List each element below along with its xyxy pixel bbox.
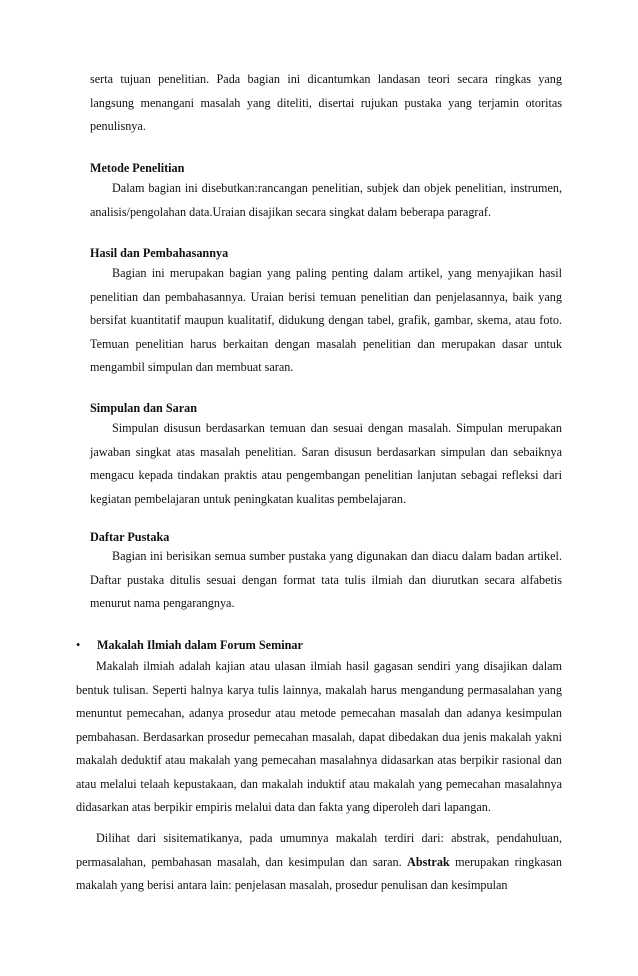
section-body-metode bbox=[90, 177, 562, 224]
section-heading-hasil: Hasil dan Pembahasannya bbox=[90, 246, 229, 260]
section-heading-metode: Metode Penelitian bbox=[90, 161, 185, 175]
intro-text: serta tujuan penelitian. Pada bagian ini dicantumkan landasan teori secara ringkas yang langsung menangani masalah yang diteliti, disertai rujukan pustaka yang terjamin otoritas penulisnya. bbox=[90, 72, 562, 133]
intro-paragraph bbox=[90, 68, 562, 139]
section-heading-simpulan: Simpulan dan Saran bbox=[90, 401, 198, 415]
section-body-simpulan bbox=[90, 417, 562, 511]
makalah-paragraph-2 bbox=[76, 827, 562, 898]
makalah-text-1: Makalah ilmiah adalah kajian atau ulasan ilmiah hasil gagasan sendiri yang disajikan dalam bentuk tulisan. Seperti halnya karya tulis lainnya, makalah harus mengandung permasalahan yang menuntut pemecahan, adanya prosedur atau metode pemecahan masalah dan adanya kesimpulan pembahasan. Berdasarkan prosedur pemecahan masalah, dapat dibedakan dua jenis makalah yakni makalah deduktif atau makalah yang pemecahan masalahnya didasarkan atas berpikir rasional dan atau melalui telaah kepustakaan, dan makalah induktif atau makalah yang pemecahan masalahnya didasarkan atas berpikir empiris melalui data dan fakta yang diperoleh dari lapangan. bbox=[76, 659, 562, 814]
bullet-icon: • bbox=[76, 638, 81, 652]
bullet-heading: Makalah Ilmiah dalam Forum Seminar bbox=[97, 638, 303, 652]
makalah-text-2-end: merupakan ringkasan makalah yang berisi antara lain: penjelasan masalah, prosedur penulisan dan kesimpulan bbox=[76, 854, 562, 892]
section-text-simpulan: Simpulan disusun berdasarkan temuan dan sesuai dengan masalah. Simpulan merupakan jawaban singkat atas masalah penelitian. Saran disusun berdasarkan simpulan dan sebaiknya mengacu kepada tindakan praktis atau pengembangan penelitian lanjutan sebagai refleksi dari kegiatan pembelajaran untuk peningkatan kualitas pembelajaran. bbox=[90, 421, 562, 506]
section-heading-daftar: Daftar Pustaka bbox=[90, 530, 170, 544]
bullet-heading-row bbox=[76, 635, 303, 655]
section-text-metode: Dalam bagian ini disebutkan:rancangan penelitian, subjek dan objek penelitian, instrumen, analisis/pengolahan data.Uraian disajikan secara singkat dalam beberapa paragraf. bbox=[90, 181, 562, 219]
makalah-text-2-start: Dilihat dari sisitematikanya, pada umumnya makalah terdiri dari: abstrak, pendahuluan, permasalahan, pembahasan masalah, dan kesimpulan dan saran. bbox=[76, 831, 562, 869]
section-body-daftar bbox=[90, 545, 562, 616]
makalah-text-2 bbox=[76, 827, 562, 898]
section-text-hasil: Bagian ini merupakan bagian yang paling penting dalam artikel, yang menyajikan hasil penelitian dan pembahasannya. Uraian berisi temuan penelitian dan penjelasannya, baik yang bersifat kuantitatif maupun kualitatif, didukung dengan tabel, grafik, gambar, skema, atau foto. Temuan penelitian harus berkaitan dengan masalah penelitian dan merupakan dasar untuk mengambil simpulan dan membuat saran. bbox=[90, 266, 562, 374]
section-text-daftar: Bagian ini berisikan semua sumber pustaka yang digunakan dan diacu dalam badan artikel. Daftar pustaka ditulis sesuai dengan format tata tulis ilmiah dan diurutkan secara alfabetis menurut nama pengarangnya. bbox=[90, 549, 562, 610]
section-body-hasil bbox=[90, 262, 562, 380]
makalah-paragraph-1 bbox=[76, 655, 562, 820]
abstrak-term: Abstrak bbox=[407, 854, 450, 869]
